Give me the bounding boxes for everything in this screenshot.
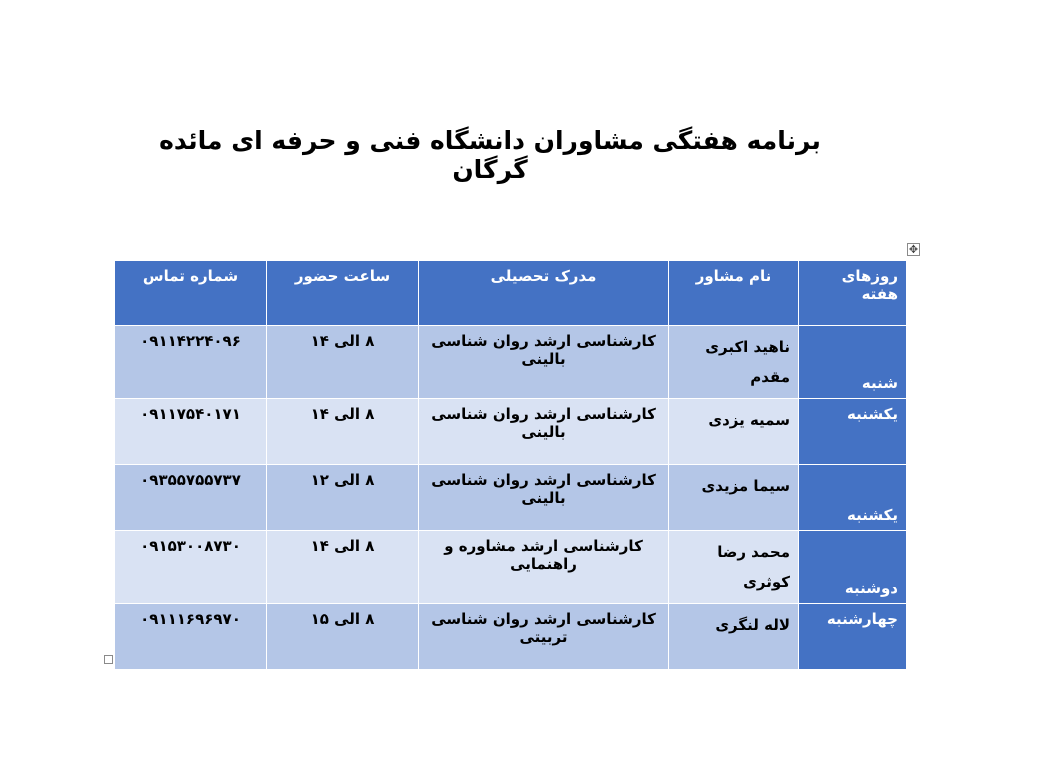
schedule-table <box>114 260 907 670</box>
table-move-handle-icon[interactable]: ✥ <box>908 243 919 256</box>
day-cell: دوشنبه <box>799 531 907 604</box>
phone-cell: ۰۹۳۵۵۷۵۵۷۳۷ <box>115 465 267 531</box>
table-row <box>115 531 907 604</box>
header-hours: ساعت حضور <box>267 261 419 326</box>
header-name: نام مشاور <box>669 261 799 326</box>
degree-cell: کارشناسی ارشد روان شناسی بالینی <box>419 399 669 465</box>
degree-cell: کارشناسی ارشد روان شناسی تربیتی <box>419 604 669 670</box>
day-cell: یکشنبه <box>799 465 907 531</box>
degree-cell: کارشناسی ارشد مشاوره و راهنمایی <box>419 531 669 604</box>
table-resize-handle[interactable] <box>104 655 113 664</box>
header-day: روزهای هفته <box>799 261 907 326</box>
page-title: برنامه هفتگی مشاوران دانشگاه فنی و حرفه ای مائده گرگان <box>159 126 821 184</box>
name-cell: محمد رضا کوثری <box>669 531 799 604</box>
header-phone: شماره تماس <box>115 261 267 326</box>
phone-cell: ۰۹۱۱۴۲۲۴۰۹۶ <box>115 326 267 399</box>
phone-cell: ۰۹۱۵۳۰۰۸۷۳۰ <box>115 531 267 604</box>
phone-cell: ۰۹۱۱۱۶۹۶۹۷۰ <box>115 604 267 670</box>
table-row <box>115 604 907 670</box>
hours-cell: ۸ الی ۱۴ <box>267 531 419 604</box>
hours-cell: ۸ الی ۱۲ <box>267 465 419 531</box>
name-cell: لاله لنگری <box>669 604 799 670</box>
name-cell: ناهید اکبری مقدم <box>669 326 799 399</box>
table-row <box>115 465 907 531</box>
degree-cell: کارشناسی ارشد روان شناسی بالینی <box>419 326 669 399</box>
hours-cell: ۸ الی ۱۴ <box>267 399 419 465</box>
phone-cell: ۰۹۱۱۷۵۴۰۱۷۱ <box>115 399 267 465</box>
hours-cell: ۸ الی ۱۴ <box>267 326 419 399</box>
table-row <box>115 326 907 399</box>
hours-cell: ۸ الی ۱۵ <box>267 604 419 670</box>
day-cell: شنبه <box>799 326 907 399</box>
day-cell: یکشنبه <box>799 399 907 465</box>
name-cell: سیما مزیدی <box>669 465 799 531</box>
header-degree: مدرک تحصیلی <box>419 261 669 326</box>
day-cell: چهارشنبه <box>799 604 907 670</box>
table-header-row <box>115 261 907 326</box>
name-cell: سمیه یزدی <box>669 399 799 465</box>
table-row <box>115 399 907 465</box>
degree-cell: کارشناسی ارشد روان شناسی بالینی <box>419 465 669 531</box>
